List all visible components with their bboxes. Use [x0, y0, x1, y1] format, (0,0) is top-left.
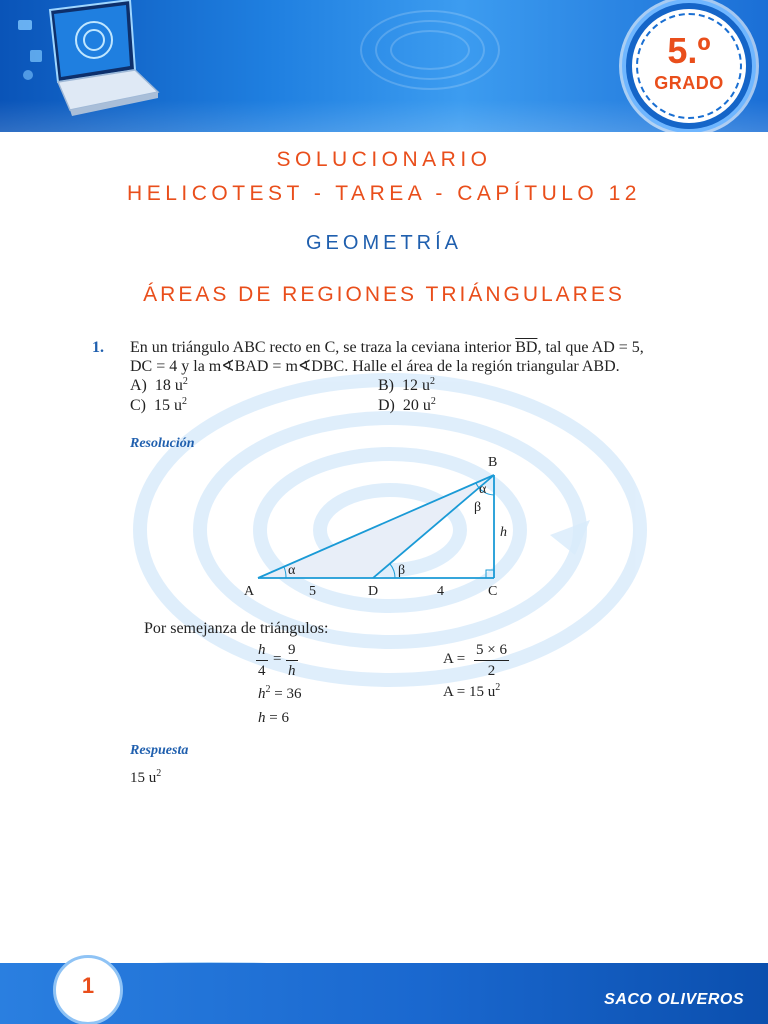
option-exponent: 2 — [430, 396, 436, 407]
fraction-denominator: 2 — [487, 663, 496, 679]
option-c — [130, 396, 187, 416]
option-d — [378, 396, 436, 416]
right-angle-mark — [486, 570, 494, 578]
variable-h: h — [258, 710, 266, 726]
exponent: 2 — [495, 682, 501, 693]
vertex-c: C — [488, 584, 498, 599]
grade-badge — [626, 3, 752, 129]
resolution-label: Resolución — [130, 436, 195, 451]
equation-h-squared — [258, 686, 301, 703]
length-bc: h — [500, 525, 507, 540]
vertex-a: A — [244, 584, 255, 599]
problem-statement-line1 — [130, 338, 644, 358]
option-value: 15 u — [154, 397, 182, 414]
area-fraction — [474, 642, 509, 679]
doc-subtitle: HELICOTEST - TAREA - CAPÍTULO 12 — [127, 182, 641, 205]
fraction-bar — [286, 660, 298, 661]
equation-rhs: = 36 — [270, 686, 302, 702]
angle-beta-b: β — [474, 500, 482, 515]
option-b — [378, 376, 435, 396]
answer-value — [130, 770, 161, 787]
brand-logo: SACO OLIVEROS — [604, 991, 744, 1008]
angle-alpha-b: α — [479, 482, 487, 497]
doc-title: SOLUCIONARIO — [276, 148, 492, 171]
length-ad: 5 — [309, 584, 316, 599]
subject-heading: GEOMETRÍA — [305, 232, 462, 254]
option-value: 18 u — [154, 377, 183, 394]
equation-h-value — [258, 710, 289, 727]
segment-label: $\overline{BD}$ — [515, 339, 538, 356]
area-lhs: A = — [443, 651, 466, 667]
equals-sign: = — [273, 651, 282, 667]
area-result — [443, 684, 500, 701]
option-a — [130, 376, 188, 396]
option-exponent: 2 — [182, 396, 187, 407]
option-label: B) — [378, 377, 394, 394]
answer-text: 15 u — [130, 770, 157, 786]
problem-text: En un triángulo ABC recto en C, se traza la ceviana interior — [130, 339, 516, 356]
fraction-denominator: 4 — [258, 663, 266, 679]
footer — [0, 955, 768, 1024]
fraction-numerator: 5 × 6 — [476, 642, 507, 658]
problem-text: , tal que AD = 5, — [537, 339, 644, 356]
page-number-badge — [53, 955, 123, 1024]
angle-beta-d: β — [398, 563, 406, 578]
option-value: 12 u — [402, 377, 430, 394]
laptop-icon — [10, 0, 160, 125]
solution-intro: Por semejanza de triángulos: — [144, 620, 329, 637]
problem-statement-line2: DC = 4 y la m∢BAD = m∢DBC. Halle el área de la región triangular ABD. — [130, 358, 620, 375]
angle-arc-d — [390, 564, 395, 578]
page-number: 1 — [81, 973, 95, 998]
length-dc: 4 — [437, 584, 444, 599]
fraction-bar — [256, 660, 268, 661]
triangle-diagram — [240, 450, 520, 605]
area-result-text: A = 15 u — [443, 684, 496, 700]
problem-number: 1. — [92, 339, 104, 356]
vertex-b: B — [488, 455, 498, 470]
fraction-numerator: 9 — [288, 642, 296, 658]
equation-rhs: = 6 — [265, 710, 289, 726]
decorative-swirl — [390, 30, 470, 70]
fraction-denominator: h — [288, 663, 296, 679]
variable-h: h — [258, 686, 266, 702]
fraction-bar — [474, 660, 509, 661]
option-exponent: 2 — [430, 376, 435, 387]
exponent: 2 — [265, 684, 271, 695]
option-label: D) — [378, 397, 395, 414]
grade-label: GRADO — [654, 73, 724, 93]
fraction-9-over-h — [286, 642, 298, 679]
angle-alpha-a: α — [288, 563, 296, 578]
option-exponent: 2 — [182, 376, 188, 387]
answer-label: Respuesta — [130, 743, 189, 758]
fraction-h-over-4 — [256, 642, 268, 679]
option-label: A) — [130, 377, 147, 394]
exponent: 2 — [156, 768, 162, 779]
header-banner — [0, 0, 768, 132]
option-value: 20 u — [402, 397, 431, 414]
option-label: C) — [130, 397, 146, 414]
fraction-numerator: h — [258, 642, 266, 658]
vertex-d: D — [368, 584, 379, 599]
grade-number: 5.º — [667, 30, 711, 71]
topic-heading: ÁREAS DE REGIONES TRIÁNGULARES — [143, 283, 625, 306]
